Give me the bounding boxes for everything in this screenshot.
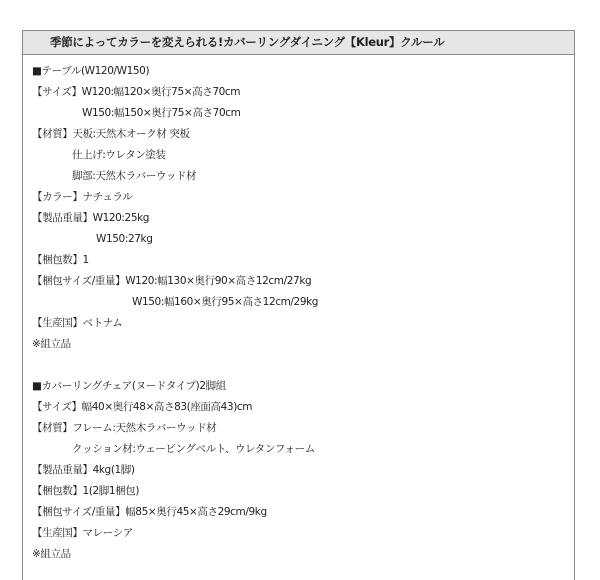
product-spec-box — [22, 30, 575, 580]
table-pack-size-w150: W150:幅160×奥行95×高さ12cm/29kg — [132, 296, 319, 308]
table-size-w120: 【サイズ】W120:幅120×奥行75×高さ70cm — [32, 86, 241, 98]
table-packages: 【梱包数】1 — [32, 254, 89, 266]
table-weight-w150: W150:27kg — [96, 233, 153, 245]
chair-material-cushion: クッション材:ウェービングベルト、ウレタンフォーム — [72, 443, 315, 455]
chair-pack-size: 【梱包サイズ/重量】幅85×奥行45×高さ29cm/9kg — [32, 506, 267, 518]
chair-packages: 【梱包数】1(2脚1梱包) — [32, 485, 140, 497]
table-material-legs: 脚部:天然木ラバーウッド材 — [72, 170, 197, 182]
chair-material-frame: 【材質】フレーム:天然木ラバーウッド材 — [32, 422, 217, 434]
table-pack-size-w120: 【梱包サイズ/重量】W120:幅130×奥行90×高さ12cm/27kg — [32, 275, 312, 287]
table-assembly-note: ※組立品 — [32, 338, 71, 350]
chair-assembly-note: ※組立品 — [32, 548, 71, 560]
spec-title: 季節によってカラーを変えられる!カバーリングダイニング【Kleur】クルール — [23, 31, 574, 55]
chair-origin: 【生産国】マレーシア — [32, 527, 133, 539]
table-material-top: 【材質】天板:天然木オーク材 突板 — [32, 128, 190, 140]
chair-weight: 【製品重量】4kg(1脚) — [32, 464, 135, 476]
table-color: 【カラー】ナチュラル — [32, 191, 133, 203]
chair-heading: ■カバーリングチェア(ヌードタイプ)2脚組 — [32, 380, 226, 392]
table-heading: ■テーブル(W120/W150) — [32, 65, 150, 77]
table-material-finish: 仕上げ:ウレタン塗装 — [72, 149, 166, 161]
table-size-w150: W150:幅150×奥行75×高さ70cm — [82, 107, 241, 119]
table-weight-w120: 【製品重量】W120:25kg — [32, 212, 150, 224]
chair-size: 【サイズ】幅40×奥行48×高さ83(座面高43)cm — [32, 401, 253, 413]
table-origin: 【生産国】ベトナム — [32, 317, 123, 329]
